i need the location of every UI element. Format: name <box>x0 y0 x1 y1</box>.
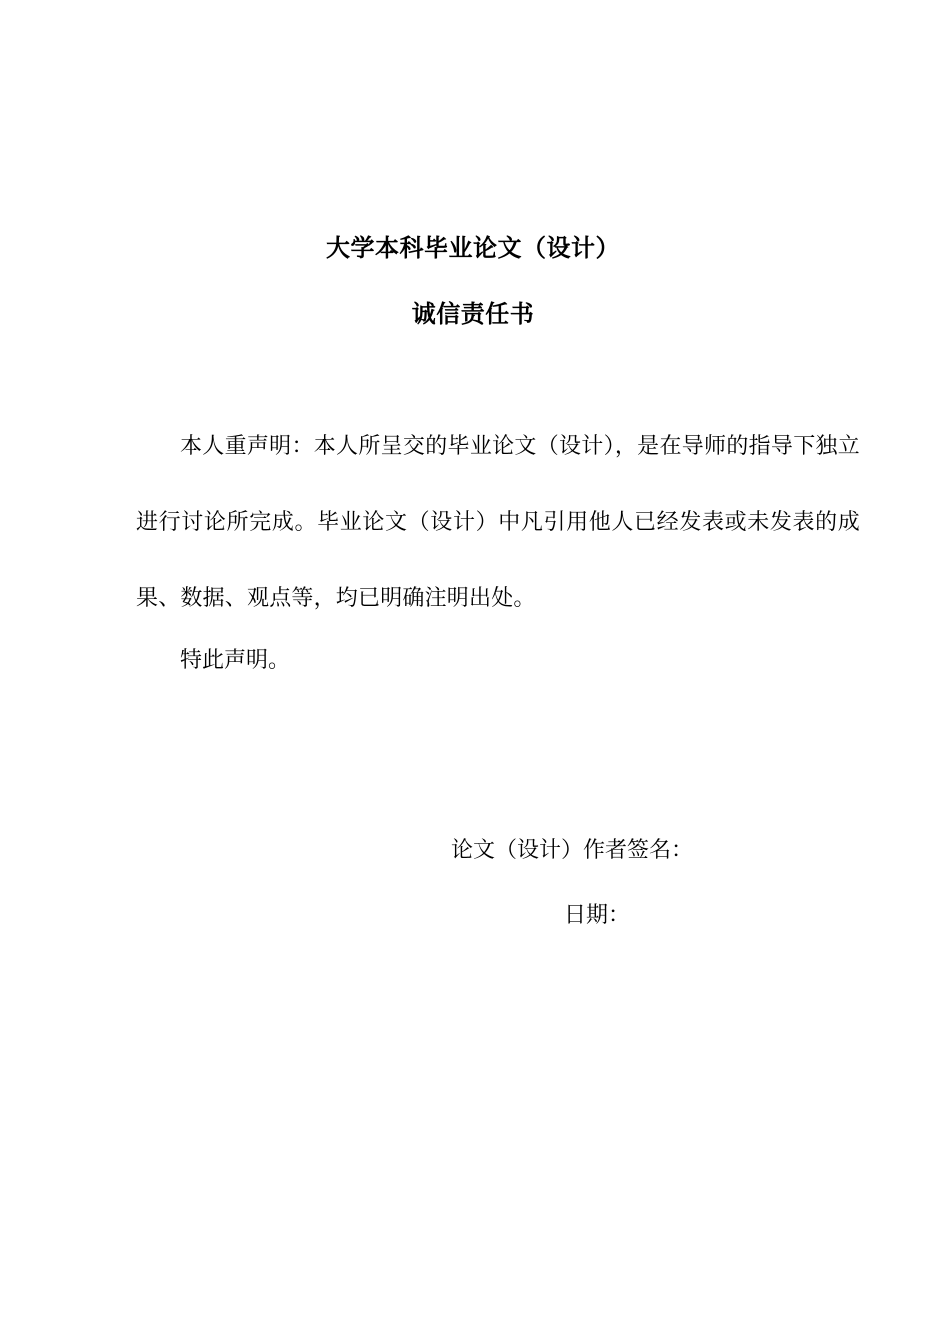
document-subtitle: 诚信责任书 <box>411 300 535 328</box>
document-title: 大学本科毕业论文（设计） <box>326 234 620 262</box>
closing-statement: 特此声明。 <box>180 648 291 673</box>
date-label: 日期： <box>564 903 631 928</box>
author-signature-label: 论文（设计）作者签名： <box>451 838 694 863</box>
declaration-paragraph: 本人重声明：本人所呈交的毕业论文（设计），是在导师的指导下独立进行讨论所完成。毕业论文（设计）中凡引用他人已经发表或未发表的成果、数据、观点等，均已明确注明出处。 <box>136 434 860 611</box>
